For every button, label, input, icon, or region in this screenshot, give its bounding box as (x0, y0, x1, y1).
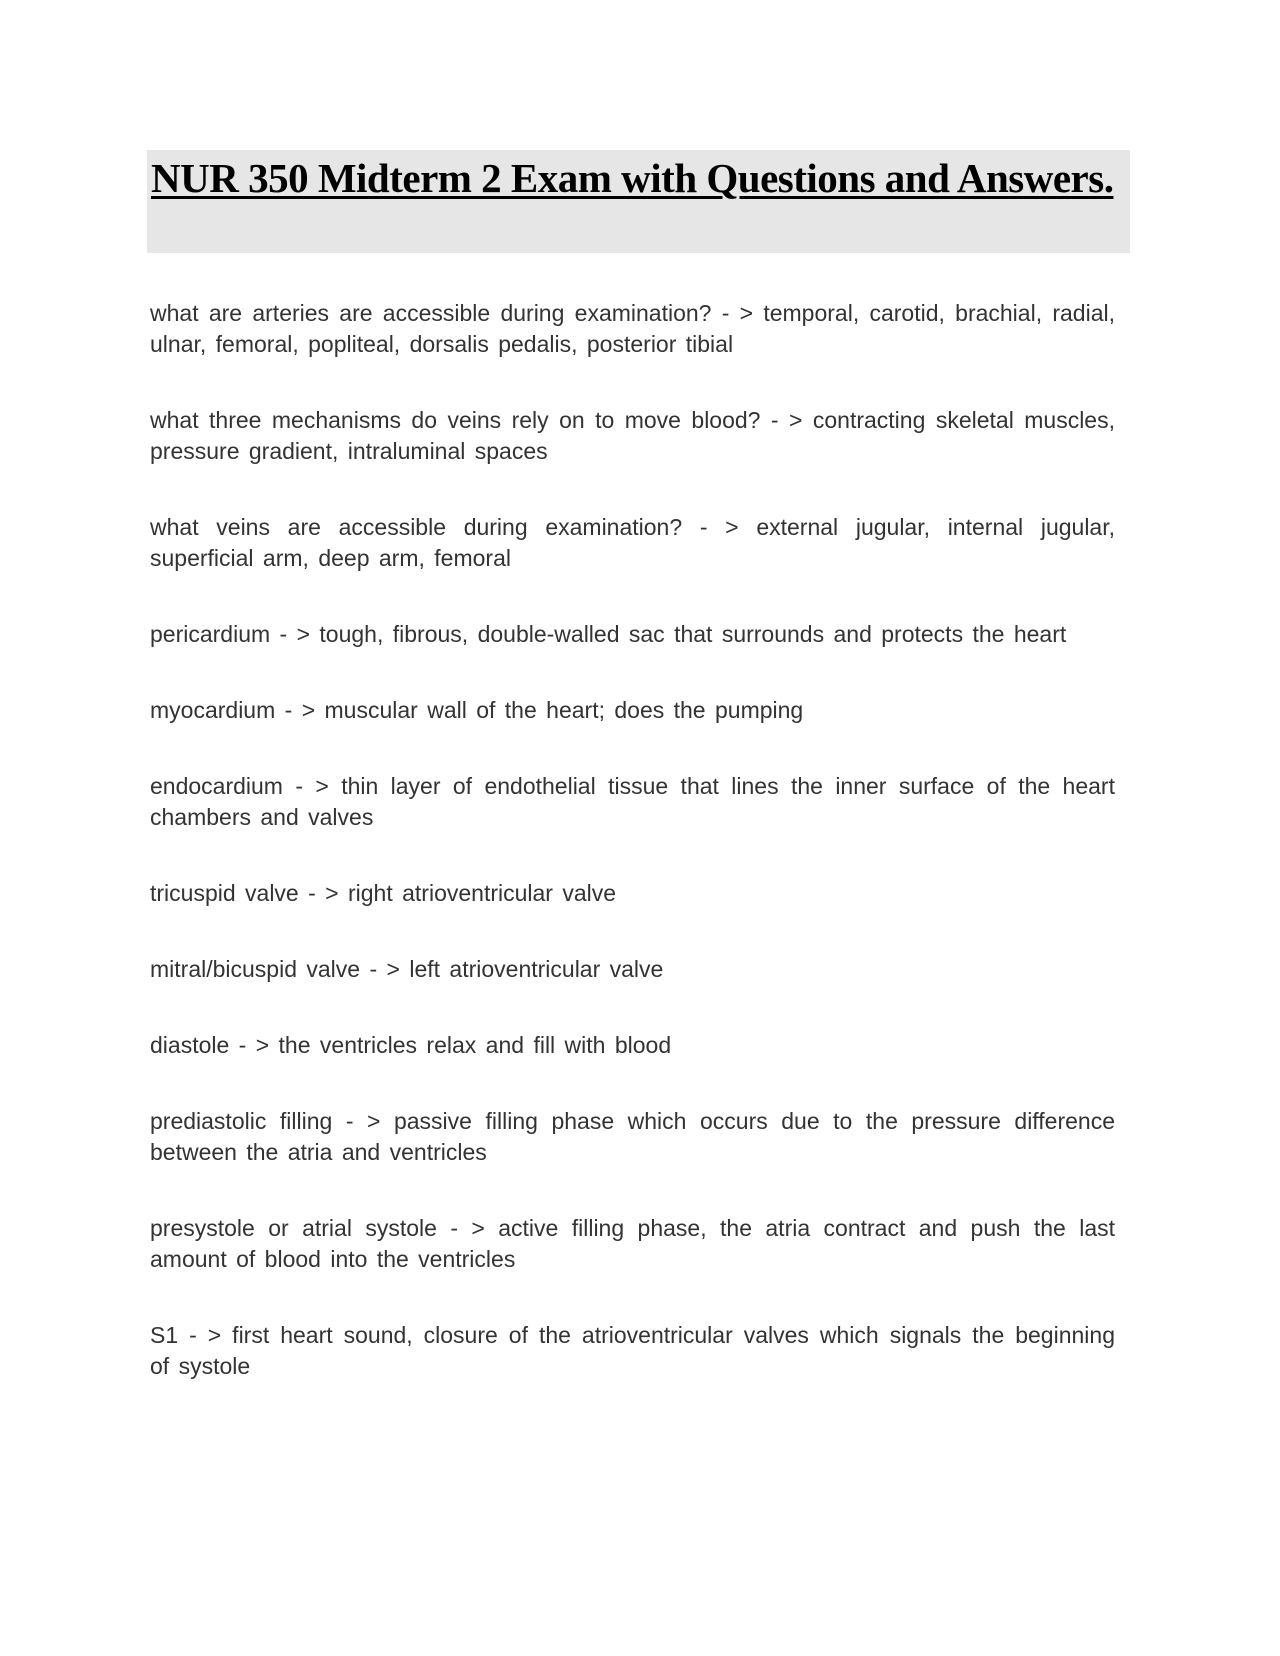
qa-entry: pericardium - > tough, fibrous, double-walled sac that surrounds and protects the heart (150, 621, 1067, 647)
title-banner (147, 150, 1130, 253)
qa-entry: what three mechanisms do veins rely on to move blood? - > contracting skeletal muscles, pressure gradient, intraluminal spaces (150, 407, 1115, 464)
qa-entry: presystole or atrial systole - > active filling phase, the atria contract and push the last amount of blood into the ventricles (150, 1215, 1115, 1272)
qa-entry: tricuspid valve - > right atrioventricular valve (150, 880, 617, 906)
qa-entry: what are arteries are accessible during examination? - > temporal, carotid, brachial, radial, ulnar, femoral, popliteal, dorsalis pedalis, posterior tibial (150, 300, 1115, 357)
qa-entry: prediastolic filling - > passive filling phase which occurs due to the pressure difference between the atria and ventricles (150, 1108, 1115, 1165)
qa-entry: mitral/bicuspid valve - > left atrioventricular valve (150, 956, 664, 982)
qa-list (150, 298, 1115, 1427)
document-title: NUR 350 Midterm 2 Exam with Questions and Answers. (151, 155, 1114, 201)
qa-entry: endocardium - > thin layer of endothelial tissue that lines the inner surface of the heart chambers and valves (150, 773, 1115, 830)
qa-entry: diastole - > the ventricles relax and fill with blood (150, 1032, 672, 1058)
qa-entry: myocardium - > muscular wall of the heart; does the pumping (150, 697, 804, 723)
qa-entry: what veins are accessible during examination? - > external jugular, internal jugular, superficial arm, deep arm, femoral (150, 514, 1115, 571)
qa-entry: S1 - > first heart sound, closure of the atrioventricular valves which signals the beginning of systole (150, 1322, 1115, 1379)
